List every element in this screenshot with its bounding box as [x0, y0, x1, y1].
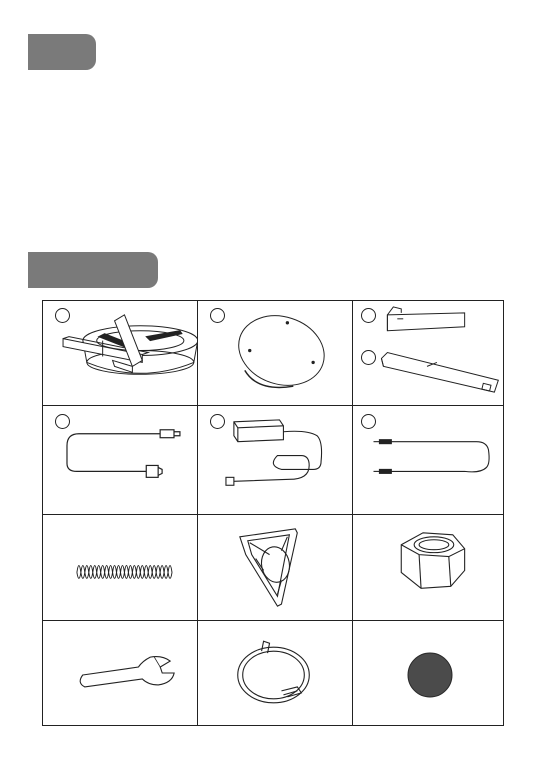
audio-cable-icon: [353, 406, 503, 514]
part-cell-base-unit: [43, 301, 198, 406]
base-unit-with-cross-brace-icon: [43, 301, 197, 405]
power-adapter-icon: [198, 406, 352, 514]
part-cell-power-adapter: [198, 406, 353, 515]
part-cell-ring-clip: [198, 621, 353, 725]
hex-nut-icon: [353, 515, 503, 620]
spring-icon: [43, 515, 197, 620]
part-cell-round-pad: [353, 621, 503, 725]
part-cell-filter-plate: [198, 515, 353, 621]
dark-round-pad-icon: [353, 621, 503, 725]
ring-clip-icon: [198, 621, 352, 725]
part-cell-hex-nut: [353, 515, 503, 621]
power-cord-icon: [43, 406, 197, 514]
part-cell-spring: [43, 515, 198, 621]
round-glass-top-icon: [198, 301, 352, 405]
section-header-tab: [28, 34, 96, 70]
part-cell-leg-bars: [353, 301, 503, 406]
part-cell-wrench: [43, 621, 198, 725]
wrench-icon: [43, 621, 197, 725]
parts-grid: [42, 300, 504, 726]
part-cell-audio-cable: [353, 406, 503, 515]
square-filter-plate-icon: [198, 515, 352, 620]
part-cell-glass-top: [198, 301, 353, 406]
parts-list-header-tab: [28, 252, 158, 288]
part-cell-power-cord: [43, 406, 198, 515]
long-leg-bar-icon: [353, 301, 503, 405]
